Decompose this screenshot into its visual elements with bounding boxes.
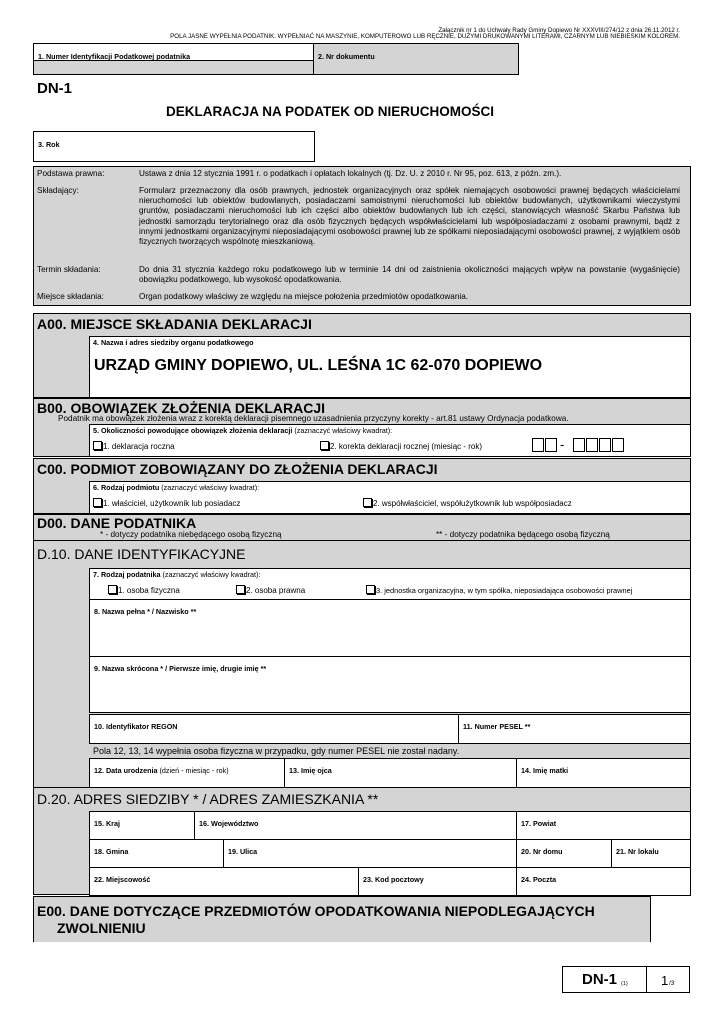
annual-declaration-checkbox[interactable] [93, 441, 102, 450]
d10-divider [33, 540, 691, 541]
year-field[interactable] [33, 131, 315, 162]
birth-date-label: 12. Data urodzenia (dzień - miesiąc - rok) [94, 766, 229, 775]
father-name-field[interactable] [284, 758, 517, 788]
owner-checkbox[interactable] [93, 498, 102, 507]
deadline-label: Termin składania: [37, 265, 101, 274]
section-a-title: A00. MIEJSCE SKŁADANIA DEKLARACJI [37, 316, 312, 332]
year-digit-box[interactable] [573, 438, 585, 452]
full-name-field[interactable] [89, 599, 691, 657]
month-year-separator: - [560, 437, 565, 452]
legal-person-option[interactable]: 2. osoba prawna [236, 585, 305, 596]
owner-option[interactable]: 1. właściciel, użytkownik lub posiadacz [93, 498, 240, 509]
year-digit-box[interactable] [599, 438, 611, 452]
locality-field[interactable] [89, 867, 359, 896]
footer-page-total: /3 [669, 980, 675, 987]
form-code: DN-1 [37, 80, 73, 97]
non-natural-person-note: * - dotyczy podatnika niebędącego osobą fizyczną [100, 530, 282, 539]
year-digit-box[interactable] [612, 438, 624, 452]
country-field[interactable] [89, 811, 195, 840]
document-number-label: 2. Nr dokumentu [318, 52, 375, 61]
form-title: DEKLARACJA NA PODATEK OD NIERUCHOMOŚCI [166, 104, 495, 119]
section-c-title: C00. PODMIOT ZOBOWIĄZANY DO ZŁOŻENIA DEKLARACJI [37, 461, 438, 477]
district-field[interactable] [516, 811, 691, 840]
footer-page-number: 1 [661, 973, 669, 988]
natural-person-option[interactable]: 1. osoba fizyczna [108, 585, 180, 596]
correction-year-boxes[interactable] [573, 438, 625, 457]
footer-form-version: (1) [621, 981, 628, 987]
house-number-field[interactable] [516, 839, 612, 868]
section-e-title: E00. DANE DOTYCZĄCE PRZEDMIOTÓW OPODATKOWANIA NIEPODLEGAJĄCYCH [37, 903, 595, 919]
district-label: 17. Powiat [521, 819, 557, 828]
country-label: 15. Kraj [94, 819, 120, 828]
circumstances-label: 5. Okoliczności powodujące obowiązek złożenia deklaracji (zaznaczyć właściwy kwadrat): [93, 426, 393, 435]
organizational-unit-checkbox[interactable] [366, 585, 375, 594]
legal-basis-label: Podstawa prawna: [37, 169, 105, 178]
street-field[interactable] [223, 839, 517, 868]
house-number-label: 20. Nr domu [521, 847, 563, 856]
annual-declaration-option[interactable]: 1. deklaracja roczna [93, 441, 175, 452]
co-owner-checkbox[interactable] [363, 498, 372, 507]
legal-basis-text: Ustawa z dnia 12 stycznia 1991 r. o podatkach i opłatach lokalnych (tj. Dz. U. z 2010 r. Nr 95, poz. 613, z późn. zm.). [139, 169, 562, 178]
nip-label: 1. Numer Identyfikacji Podatkowej podatnika [38, 52, 191, 61]
month-digit-box[interactable] [532, 438, 544, 452]
d10-title: D.10. DANE IDENTYFIKACYJNE [37, 546, 246, 562]
postal-code-label: 23. Kod pocztowy [363, 875, 424, 884]
nip-bottom-frame [33, 60, 314, 75]
voivodeship-field[interactable] [194, 811, 517, 840]
municipality-field[interactable] [89, 839, 224, 868]
taxpayer-type-label: 7. Rodzaj podatnika (zaznaczyć właściwy kwadrat): [93, 570, 261, 579]
legal-person-checkbox[interactable] [236, 585, 245, 594]
municipality-label: 18. Gmina [94, 847, 129, 856]
short-name-field[interactable] [89, 656, 691, 713]
entity-type-label: 6. Rodzaj podmiotu (zaznaczyć właściwy kwadrat): [93, 483, 260, 492]
section-b-title: B00. OBOWIĄZEK ZŁOŻENIA DEKLARACJI [37, 400, 326, 416]
regon-field[interactable] [89, 714, 459, 744]
month-digit-box[interactable] [545, 438, 557, 452]
pesel-note: Pola 12, 13, 14 wypełnia osoba fizyczna w przypadku, gdy numer PESEL nie został nadany. [93, 746, 460, 756]
section-e-title-continued: ZWOLNIENIU [57, 920, 146, 936]
fill-instructions: POLA JASNE WYPEŁNIA PODATNIK. WYPEŁNIAĆ NA MASZYNIE, KOMPUTEROWO LUB RĘCZNIE, DUŻYMI DRUKOWANYMI LITERAMI, CZARNYM LUB NIEBIESKIM KOLOREM. [170, 33, 680, 40]
apartment-number-field[interactable] [611, 839, 691, 868]
mother-name-label: 14. Imię matki [521, 766, 569, 775]
correction-note: Podatnik ma obowiązek złożenia wraz z korektą deklaracji pisemnego uzasadnienia przyczyny korekty - art.81 ustawy Ordynacja podatkowa. [58, 414, 569, 423]
year-label: 3. Rok [38, 140, 60, 149]
place-label: Miejsce składania: [37, 292, 104, 301]
section-d-title: D00. DANE PODATNIKA [37, 515, 197, 531]
d20-title: D.20. ADRES SIEDZIBY * / ADRES ZAMIESZKANIA ** [37, 791, 379, 807]
postal-code-field[interactable] [358, 867, 517, 896]
apartment-number-label: 21. Nr lokalu [616, 847, 659, 856]
street-label: 19. Ulica [228, 847, 258, 856]
pesel-label: 11. Numer PESEL ** [463, 722, 531, 731]
co-owner-option[interactable]: 2. współwłaściciel, współużytkownik lub współposiadacz [363, 498, 572, 509]
tax-office-label: 4. Nazwa i adres siedziby organu podatkowego [93, 338, 254, 347]
post-office-field[interactable] [516, 867, 691, 896]
annex-reference: Załącznik nr 1 do Uchwały Rady Gminy Dopiewo Nr XXXVIII/274/12 z dnia 26.11.2012 r. [438, 27, 680, 34]
father-name-label: 13. Imię ojca [289, 766, 332, 775]
natural-person-checkbox[interactable] [108, 585, 117, 594]
correction-option[interactable]: 2. korekta deklaracji rocznej (miesiąc - rok) [320, 441, 482, 452]
tax-office-value: URZĄD GMINY DOPIEWO, UL. LEŚNA 1C 62-070 DOPIEWO [94, 357, 543, 374]
full-name-label: 8. Nazwa pełna * / Nazwisko ** [94, 607, 197, 616]
post-office-label: 24. Poczta [521, 875, 557, 884]
footer-form-code: DN-1 [582, 971, 618, 988]
correction-checkbox[interactable] [320, 441, 329, 450]
nip-field[interactable] [33, 43, 314, 61]
place-text: Organ podatkowy właściwy ze względu na miejsce położenia przedmiotów opodatkowania. [139, 292, 469, 301]
pesel-field[interactable] [458, 714, 691, 744]
mother-name-field[interactable] [516, 758, 691, 788]
filer-text: Formularz przeznaczony dla osób prawnych, jednostek organizacyjnych oraz spółek niemających osobowości prawnej będących właścicielami nieruchomości lub obiektów budowlanych, posiadaczami samoistnymi nieruchomości lub obiektów budowlanych, użytkownikami wieczystymi gruntów, posiadaczami nieruchomości lub ich części albo obiektów budowlanych lub ich części, stanowiących własność Skarbu Państwa lub jednostki samorządu terytorialnego oraz dla osób fizycznych będących współwłaścicielami lub współposiadaczami z osobami prawnymi, bądź z innymi jednostkami organizacyjnymi nieposiadającymi osobowości prawnej lub ze spółkami nieposiadającymi osobowości prawnej, z wyjątkiem osób fizycznych tworzących wspólnotę mieszkaniową. [139, 186, 680, 247]
birth-date-field[interactable] [89, 758, 285, 788]
voivodeship-label: 16. Województwo [199, 819, 259, 828]
filer-label: Składający: [37, 186, 79, 195]
deadline-text: Do dnia 31 stycznia każdego roku podatkowego lub w terminie 14 dni od zaistnienia okoliczności mających wpływ na powstanie (wygaśnięcie) obowiązku podatkowego, lub wysokość opodatkowania. [139, 265, 680, 285]
organizational-unit-option[interactable]: 3. jednostka organizacyjna, w tym spółka, nieposiadająca osobowości prawnej [366, 585, 632, 596]
document-number-field [313, 43, 519, 75]
d20-divider [33, 787, 691, 788]
short-name-label: 9. Nazwa skrócona * / Pierwsze imię, drugie imię ** [94, 664, 267, 673]
year-digit-box[interactable] [586, 438, 598, 452]
correction-month-boxes[interactable] [532, 438, 558, 457]
regon-label: 10. Identyfikator REGON [94, 722, 178, 731]
natural-person-note: ** - dotyczy podatnika będącego osobą fizyczną [436, 530, 610, 539]
footer-divider [646, 966, 647, 993]
locality-label: 22. Miejscowość [94, 875, 151, 884]
